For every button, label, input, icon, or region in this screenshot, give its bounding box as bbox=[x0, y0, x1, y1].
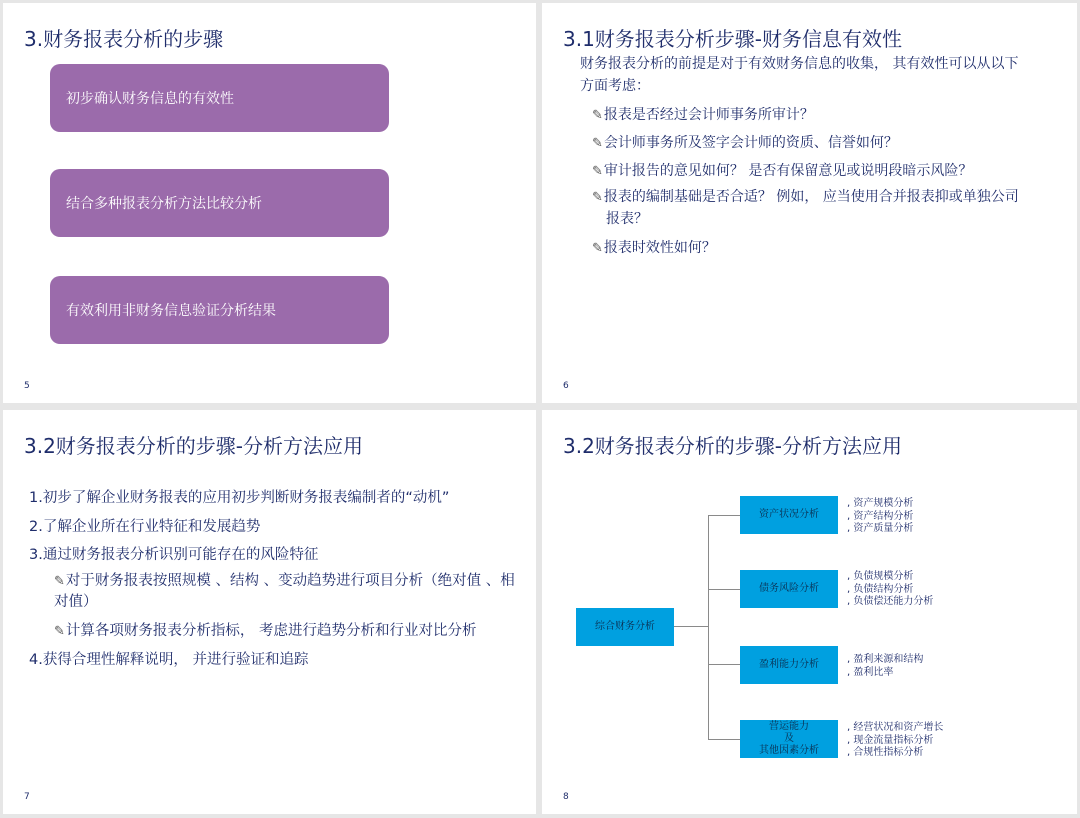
list-item: ✎报表时效性如何？ bbox=[592, 237, 716, 260]
sub-item: ✎对于财务报表按照规模 、结构 、变动趋势进行项目分析（绝对值 、相 bbox=[54, 570, 515, 593]
page-number: 6 bbox=[563, 381, 569, 391]
branch-node-assets: 资产状况分析 bbox=[740, 496, 838, 534]
page-number: 7 bbox=[24, 792, 30, 802]
step-label: 有效利用非财务信息验证分析结果 bbox=[66, 303, 276, 319]
connector-line bbox=[708, 739, 740, 740]
step-label: 初步确认财务信息的有效性 bbox=[66, 91, 234, 107]
pencil-icon: ✎ bbox=[592, 108, 603, 123]
step-box-3 bbox=[50, 276, 389, 344]
branch-node-debt: 债务风险分析 bbox=[740, 570, 838, 608]
slide-title: 3.2财务报表分析的步骤-分析方法应用 bbox=[24, 434, 364, 458]
slide-title: 3.财务报表分析的步骤 bbox=[24, 27, 224, 51]
slide-7 bbox=[3, 410, 536, 814]
pencil-icon: ✎ bbox=[592, 164, 603, 179]
step-box-1 bbox=[50, 64, 389, 132]
pencil-icon: ✎ bbox=[54, 574, 65, 589]
slide-title: 3.1财务报表分析步骤-财务信息有效性 bbox=[563, 27, 903, 51]
slide-8 bbox=[542, 410, 1077, 814]
list-item-continuation: 报表？ bbox=[606, 211, 648, 227]
list-item: ✎会计师事务所及签字会计师的资质、信誉如何？ bbox=[592, 132, 898, 155]
list-item: ✎审计报告的意见如何？ 是否有保留意见或说明段暗示风险？ bbox=[592, 160, 972, 183]
pencil-icon: ✎ bbox=[592, 136, 603, 151]
step-line: 2.了解企业所在行业特征和发展趋势 bbox=[29, 519, 261, 535]
leaf-list-debt: , 负债规模分析 , 负债结构分析 , 负债偿还能力分析 bbox=[847, 571, 934, 607]
connector-line bbox=[708, 589, 740, 590]
step-line: 1.初步了解企业财务报表的应用初步判断财务报表编制者的“动机” bbox=[29, 490, 450, 506]
pencil-icon: ✎ bbox=[54, 624, 65, 639]
slide-title: 3.2财务报表分析的步骤-分析方法应用 bbox=[563, 434, 903, 458]
node-label-line: 及 bbox=[784, 733, 794, 744]
step-box-2 bbox=[50, 169, 389, 237]
leaf-list-operations: , 经营状况和资产增长 , 现金流量指标分析 , 合规性指标分析 bbox=[847, 722, 944, 758]
list-item: ✎报表的编制基础是否合适？ 例如， 应当使用合并报表抑或单独公司 bbox=[592, 186, 1019, 209]
intro-line: 财务报表分析的前提是对于有效财务信息的收集， 其有效性可以从以下 bbox=[580, 56, 1019, 72]
branch-node-profit: 盈利能力分析 bbox=[740, 646, 838, 684]
connector-line bbox=[708, 515, 709, 740]
step-line: 4.获得合理性解释说明， 并进行验证和追踪 bbox=[29, 652, 309, 668]
step-line: 3.通过财务报表分析识别可能存在的风险特征 bbox=[29, 547, 319, 563]
sub-item: ✎计算各项财务报表分析指标， 考虑进行趋势分析和行业对比分析 bbox=[54, 620, 477, 643]
step-label: 结合多种报表分析方法比较分析 bbox=[66, 196, 262, 212]
root-node: 综合财务分析 bbox=[576, 608, 674, 646]
node-label-line: 营运能力 bbox=[769, 721, 809, 732]
leaf-list-assets: , 资产规模分析 , 资产结构分析 , 资产质量分析 bbox=[847, 498, 914, 534]
sub-item-continuation: 对值） bbox=[54, 594, 98, 610]
leaf-list-profit: , 盈利来源和结构 , 盈利比率 bbox=[847, 654, 924, 678]
page-number: 8 bbox=[563, 792, 569, 802]
intro-line: 方面考虑： bbox=[580, 78, 650, 94]
list-item: ✎报表是否经过会计师事务所审计？ bbox=[592, 104, 814, 127]
connector-line bbox=[708, 664, 740, 665]
node-label-line: 其他因素分析 bbox=[759, 745, 819, 756]
branch-node-operations bbox=[740, 720, 838, 758]
pencil-icon: ✎ bbox=[592, 241, 603, 256]
slide-5 bbox=[3, 3, 536, 403]
connector-line bbox=[674, 626, 708, 627]
page-number: 5 bbox=[24, 381, 30, 391]
slide-6 bbox=[542, 3, 1077, 403]
pencil-icon: ✎ bbox=[592, 190, 603, 205]
connector-line bbox=[708, 515, 740, 516]
